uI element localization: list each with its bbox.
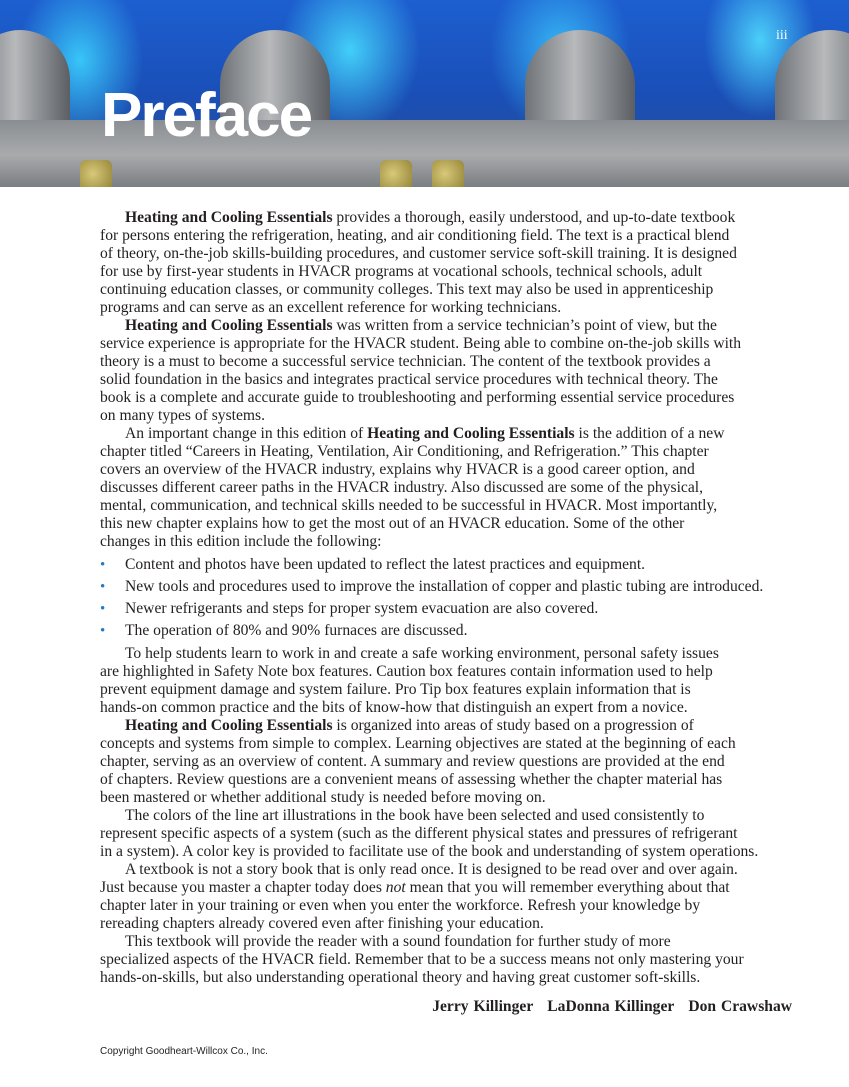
text-line: hands-on-skills, but also understanding operational theory and having great customer soft-skills. <box>100 969 701 986</box>
text-span: is the addition of a new <box>574 425 725 442</box>
list-item <box>100 598 800 620</box>
book-title-bold: Heating and Cooling Essentials <box>125 317 333 334</box>
list-item <box>100 554 800 576</box>
text-line: prevent equipment damage and system failure. Pro Tip box features explain information that is <box>100 681 691 698</box>
text-line: service experience is appropriate for the HVACR student. Being able to combine on-the-job skills with <box>100 335 742 352</box>
body-text <box>100 209 800 987</box>
author-name: Jerry Killinger <box>432 998 534 1015</box>
text-line: This textbook will provide the reader with a sound foundation for further study of more <box>125 933 671 950</box>
header-banner-photo <box>0 0 849 187</box>
text-line: chapter, serving as an overview of content. A summary and review questions are provided at the end <box>100 753 725 770</box>
text-line: this new chapter explains how to get the most out of an HVACR education. Some of the other <box>100 515 685 532</box>
paragraph <box>100 807 800 861</box>
list-item <box>100 620 800 642</box>
text-line: for persons entering the refrigeration, heating, and air conditioning field. The text is a practical blend <box>100 227 730 244</box>
text-line: book is a complete and accurate guide to troubleshooting and performing essential service procedures <box>100 389 735 406</box>
emphasis-text: not <box>385 879 406 896</box>
screw-image <box>432 160 464 187</box>
paragraph <box>100 425 800 551</box>
text-span: provides a thorough, easily understood, and up-to-date textbook <box>332 209 736 226</box>
screw-image <box>380 160 412 187</box>
paragraph <box>100 317 800 425</box>
text-line: chapter later in your training or even when you enter the workforce. Refresh your knowledge by <box>100 897 701 914</box>
bullet-icon: • <box>100 601 106 617</box>
author-signature <box>432 998 792 1016</box>
text-line: theory is a must to become a successful service technician. The content of the textbook provides a <box>100 353 711 370</box>
text-line: of theory, on-the-job skills-building procedures, and customer service soft-skill training. It is designed <box>100 245 737 262</box>
paragraph <box>100 717 800 807</box>
paragraphs-rest <box>100 645 800 987</box>
list-item-text: Newer refrigerants and steps for proper system evacuation are also covered. <box>125 600 599 617</box>
text-span: was written from a service technician’s point of view, but the <box>332 317 717 334</box>
text-span: Just because you master a chapter today does <box>100 879 386 896</box>
screw-image <box>80 160 112 187</box>
text-line: A textbook is not a story book that is only read once. It is designed to be read over and over again. <box>125 861 738 878</box>
text-span: is organized into areas of study based on a progression of <box>332 717 694 734</box>
text-line <box>100 717 800 735</box>
text-line <box>100 879 800 897</box>
text-line: of chapters. Review questions are a convenient means of assessing whether the chapter material has <box>100 771 723 788</box>
text-line: The colors of the line art illustrations in the book have been selected and used consistently to <box>125 807 705 824</box>
text-line: To help students learn to work in and create a safe working environment, personal safety issues <box>125 645 719 662</box>
paragraph <box>100 209 800 317</box>
text-line: programs and can serve as an excellent reference for working technicians. <box>100 299 562 316</box>
text-line: discusses different career paths in the HVACR industry. Also discussed are some of the physical, <box>100 479 703 496</box>
text-span: mean that you will remember everything about that <box>405 879 730 896</box>
text-line <box>100 317 800 335</box>
text-line: for use by first-year students in HVACR programs at vocational schools, technical schools, adult <box>100 263 703 280</box>
list-item-text: New tools and procedures used to improve the installation of copper and plastic tubing are introduced. <box>125 578 764 595</box>
changes-list <box>100 554 800 642</box>
list-item-text: Content and photos have been updated to reflect the latest practices and equipment. <box>125 556 646 573</box>
paragraphs-intro <box>100 209 800 551</box>
list-item <box>100 576 800 598</box>
bullet-icon: • <box>100 579 106 595</box>
paragraph <box>100 645 800 717</box>
text-line: rereading chapters already covered even after finishing your education. <box>100 915 544 932</box>
text-line: hands-on common practice and the bits of know-how that distinguish an expert from a novice. <box>100 699 688 716</box>
page-number: iii <box>776 28 788 43</box>
text-line: concepts and systems from simple to complex. Learning objectives are stated at the beginning of each <box>100 735 736 752</box>
bullet-icon: • <box>100 623 106 639</box>
text-line: mental, communication, and technical skills needed to be successful in HVACR. Most importantly, <box>100 497 718 514</box>
text-line <box>100 425 800 443</box>
book-title-bold: Heating and Cooling Essentials <box>125 209 333 226</box>
text-line <box>100 209 800 227</box>
book-title-bold: Heating and Cooling Essentials <box>125 717 333 734</box>
author-name: LaDonna Killinger <box>547 998 675 1015</box>
text-line: are highlighted in Safety Note box features. Caution box features contain information used to help <box>100 663 713 680</box>
paragraph <box>100 861 800 933</box>
text-line: covers an overview of the HVACR industry, explains why HVACR is a good career option, and <box>100 461 695 478</box>
text-line: been mastered or whether additional study is needed before moving on. <box>100 789 546 806</box>
page-title: Preface <box>101 81 312 150</box>
text-line: represent specific aspects of a system (such as the different physical states and pressures of refrigerant <box>100 825 738 842</box>
bullet-icon: • <box>100 557 106 573</box>
text-line: specialized aspects of the HVACR field. Remember that to be a success means not only mastering your <box>100 951 744 968</box>
text-line: changes in this edition include the following: <box>100 533 382 550</box>
author-name: Don Crawshaw <box>688 998 792 1015</box>
book-title-bold: Heating and Cooling Essentials <box>367 425 575 442</box>
text-span: An important change in this edition of <box>125 425 368 442</box>
text-line: continuing education classes, or community colleges. This text may also be used in apprenticeship <box>100 281 714 298</box>
paragraph <box>100 933 800 987</box>
list-item-text: The operation of 80% and 90% furnaces are discussed. <box>125 622 468 639</box>
text-line: on many types of systems. <box>100 407 266 424</box>
text-line: in a system). A color key is provided to facilitate use of the book and understanding of system operations. <box>100 843 759 860</box>
text-line: solid foundation in the basics and integrates practical service procedures with technical theory. The <box>100 371 718 388</box>
copyright-footer: Copyright Goodheart-Willcox Co., Inc. <box>100 1046 268 1057</box>
text-line: chapter titled “Careers in Heating, Ventilation, Air Conditioning, and Refrigeration.” This chapter <box>100 443 709 460</box>
